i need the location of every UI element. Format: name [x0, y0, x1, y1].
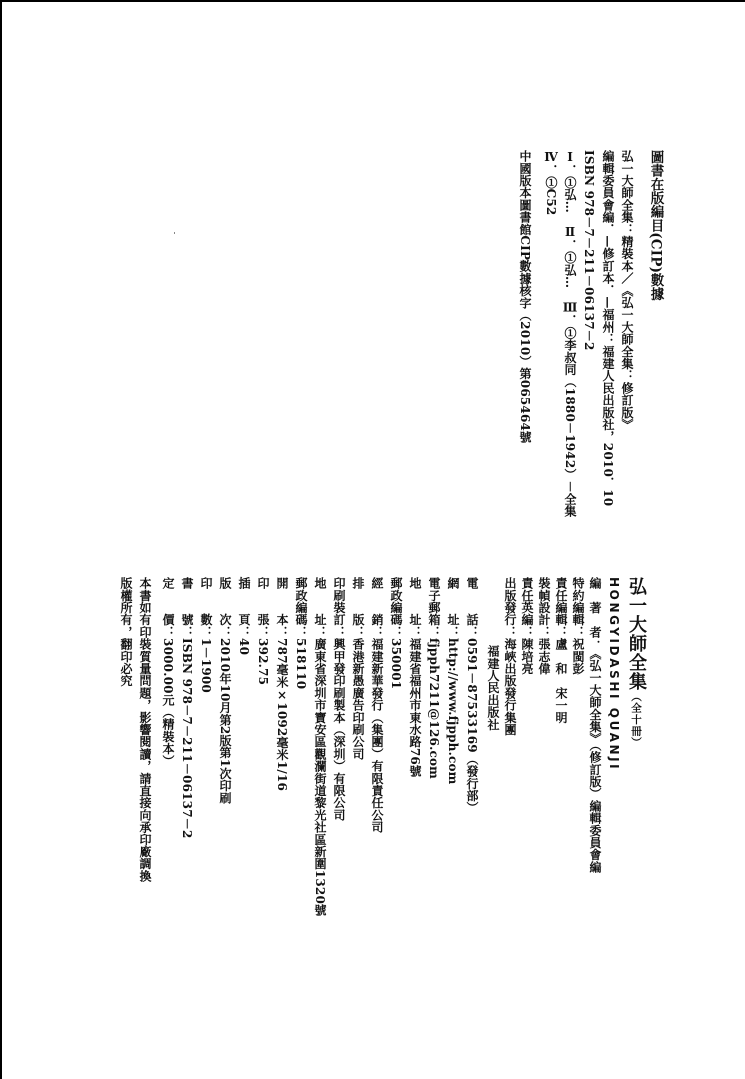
credit-value: 3000.00元（精裝本）: [161, 638, 175, 767]
credit-price: 定 價：3000.00元（精裝本）: [161, 577, 175, 767]
credit-value: http://www.fjpph.com: [446, 638, 460, 785]
cip-line-1: 弘一大師全集：精裝本／《弘一大師全集：修訂版》: [620, 150, 634, 431]
credit-value: 廣東省深圳市寶安區觀瀾街道黎光社區新圍1320號: [313, 638, 327, 917]
credit-value: ISBN 978－7－211－06137－2: [180, 638, 194, 839]
copyright-notice: 版權所有，翻印必究: [119, 577, 133, 687]
credit-value: 2010年10月第2版第1次印刷: [218, 638, 232, 805]
credit-format: 開 本：787毫米×1092毫米1/16: [275, 577, 289, 792]
credit-label: 裝幀設計: [537, 577, 551, 626]
book-romanized-title: HONGYIDASHI QUANJI: [607, 577, 621, 772]
credit-value: 0591－87533169（發行部）: [465, 638, 479, 814]
credit-binding-design: 裝幀設計：張志偉: [537, 577, 551, 675]
credit-publisher: 出版發行：海峽出版發行集團: [503, 577, 517, 736]
book-title: 弘一大師全集: [626, 577, 647, 691]
credit-website: 網 址：http://www.fjpph.com: [446, 577, 460, 785]
credit-print-run: 印 數：1－1900: [199, 577, 213, 693]
cip-line-4: Ⅰ．①弘… Ⅱ．①弘… Ⅲ．①李叔同（1880－1942）－全集: [563, 150, 577, 518]
credit-label: 郵政編碼: [294, 577, 308, 626]
credit-label: 開 本: [275, 577, 289, 626]
credit-value: 興甲發印刷製本（深圳）有限公司: [332, 638, 346, 822]
quality-notice: 本書如有印裝質量問題，影響閱讀，請直接向承印廠調換: [138, 577, 152, 882]
book-title-column: [627, 577, 645, 749]
credit-value: 海峽出版發行集團: [503, 638, 517, 736]
cip-line-2: 編輯委員會編．—修訂本．—福州：福建人民出版社，2010．10: [601, 150, 615, 507]
credit-label: 印刷裝訂: [332, 577, 346, 626]
credit-label: 印 張: [256, 577, 270, 626]
credit-plates: 插 頁：40: [237, 577, 251, 656]
credit-label: 郵政編碼: [389, 577, 403, 626]
credit-label: 插 頁: [237, 577, 251, 626]
credit-label: 書 號: [180, 577, 194, 626]
credit-label: 網 址: [446, 577, 460, 626]
credit-sheets: 印 張：392.75: [256, 577, 270, 686]
credit-responsible-print: 責任英編：陳培亮: [520, 577, 534, 675]
credit-value: 祝閩彭: [571, 638, 585, 675]
credit-printer-address: 地 址：廣東省深圳市寶安區觀瀾街道黎光社區新圍1320號: [313, 577, 327, 917]
credit-value: 盧 和 宋一明: [554, 638, 568, 724]
credit-isbn: 書 號：ISBN 978－7－211－06137－2: [180, 577, 194, 839]
book-set-note: （全十冊）: [630, 691, 642, 749]
cip-line-3: ISBN 978－7－211－06137－2: [582, 150, 596, 351]
credit-postcode: 郵政編碼：350001: [389, 577, 403, 690]
credit-label: 責任英編: [520, 577, 534, 626]
credit-label: 特約編輯: [571, 577, 585, 626]
credit-address: 地 址：福建省福州市東水路76號: [408, 577, 422, 778]
credit-label: 電 話: [465, 577, 479, 626]
credit-printer-postcode: 郵政編碼：518110: [294, 577, 308, 690]
credit-value: 福建新華發行（集團）有限責任公司: [370, 638, 384, 834]
credit-value: 福建人民出版社: [486, 645, 500, 731]
credit-value: 《弘一大師全集》（修訂版）編輯委員會編: [588, 647, 602, 874]
credit-value: 350001: [389, 638, 403, 690]
credit-label: 地 址: [408, 577, 422, 626]
credit-phone: 電 話：0591－87533169（發行部）: [465, 577, 479, 814]
credit-value: 福建省福州市東水路76號: [408, 638, 422, 778]
credit-label: 經 銷: [370, 577, 384, 626]
credit-publisher-2: [487, 645, 499, 730]
credit-label: 定 價: [161, 577, 175, 626]
credit-value: 787毫米×1092毫米1/16: [275, 638, 289, 792]
credit-label: 出版發行: [503, 577, 517, 626]
credit-author: 編 著 者：《弘一大師全集》（修訂版）編輯委員會編: [588, 577, 602, 874]
cip-line-6: 中國版本圖書館CIP數據核字（2010）第065464號: [518, 150, 532, 444]
credit-value: 392.75: [256, 638, 270, 686]
credit-label: 電子郵箱: [427, 577, 441, 626]
credit-distributor: 經 銷：福建新華發行（集團）有限責任公司: [370, 577, 384, 834]
credit-value: 518110: [294, 638, 308, 690]
print-speck: [174, 232, 175, 234]
credit-value: 1－1900: [199, 638, 213, 693]
credit-label: 印 數: [199, 577, 213, 626]
credit-special-editor: 特約編輯：祝閩彭: [571, 577, 585, 675]
credit-email: 電子郵箱：fjpph7211@126.com: [427, 577, 441, 780]
credit-label: 地 址: [313, 577, 327, 626]
credit-label: 版 次: [218, 577, 232, 626]
cip-title: 圖書在版編目(CIP)數據: [647, 150, 664, 301]
cip-line-5: Ⅳ．①C52: [544, 150, 558, 216]
credit-value: 張志偉: [537, 638, 551, 675]
credit-value: 40: [237, 638, 251, 656]
credit-label: 排 版: [351, 577, 365, 626]
credit-typesetting: 排 版：香港新愚廣告印刷公司: [351, 577, 365, 761]
credit-printing: 印刷裝訂：興甲發印刷製本（深圳）有限公司: [332, 577, 346, 822]
credit-value: 陳培亮: [520, 638, 534, 675]
credit-label: 編 著 者: [588, 577, 602, 638]
credit-value: 香港新愚廣告印刷公司: [351, 638, 365, 761]
credit-responsible-editor: 責任編輯：盧 和 宋一明: [554, 577, 568, 724]
credit-edition: 版 次：2010年10月第2版第1次印刷: [218, 577, 232, 805]
credit-value: fjpph7211@126.com: [427, 638, 441, 780]
credit-label: 責任編輯: [554, 577, 568, 626]
